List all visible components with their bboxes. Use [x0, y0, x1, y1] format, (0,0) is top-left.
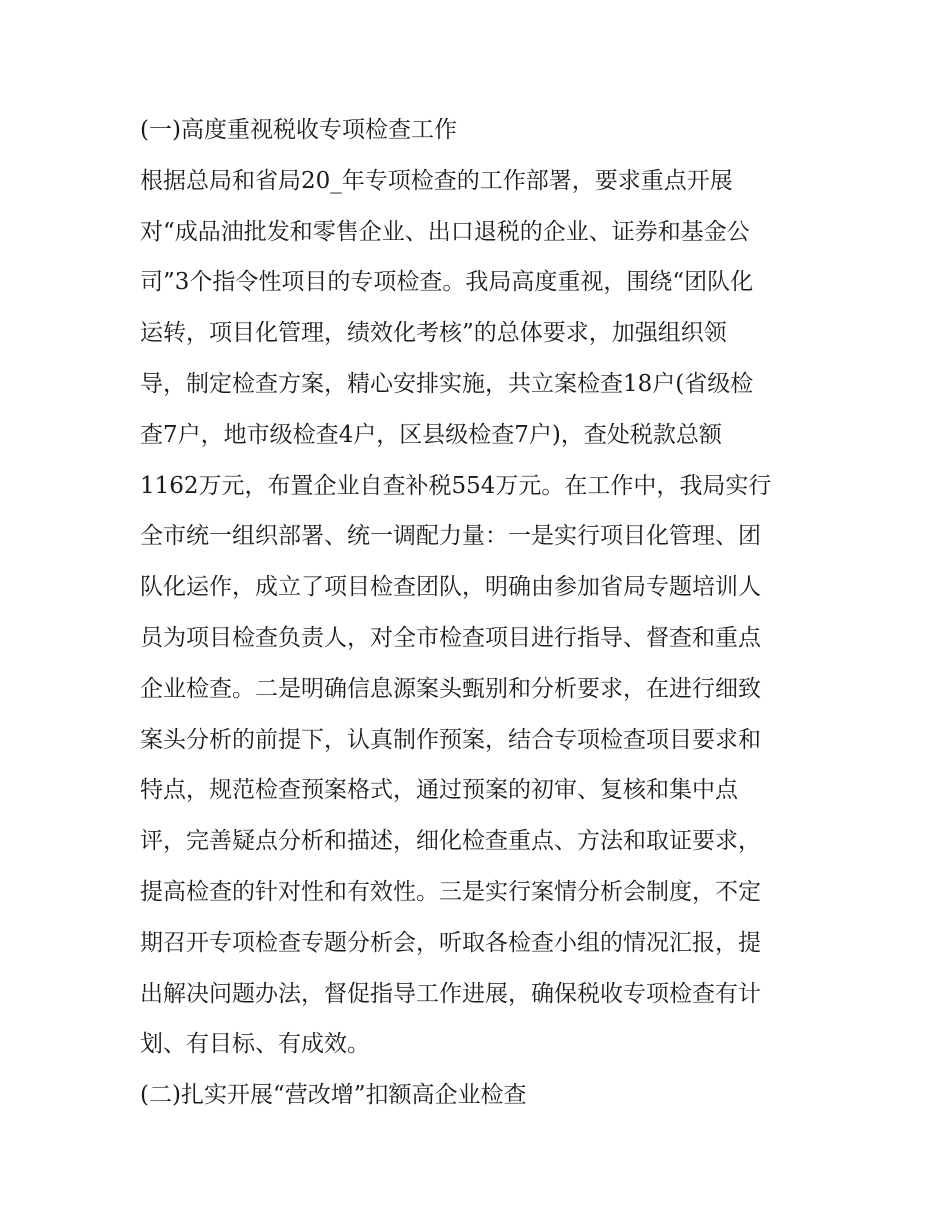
paragraph-line: 查7户，地市级检查4户，区县级检查7户)，查处税款总额	[140, 421, 722, 448]
section-heading-1: (一)高度重视税收专项检查工作	[140, 117, 457, 143]
body-paragraph	[140, 156, 820, 1070]
paragraph-line: 根据总局和省局20_年专项检查的工作部署，要求重点开展	[140, 167, 733, 194]
paragraph-line: 案头分析的前提下，认真制作预案，结合专项检查项目要求和	[140, 726, 761, 753]
paragraph-line: 特点，规范检查预案格式，通过预案的初审、复核和集中点	[140, 777, 738, 804]
paragraph-line: 队化运作，成立了项目检查团队，明确由参加省局专题培训人	[140, 574, 761, 601]
paragraph-line: 司”3个指令性项目的专项检查。我局高度重视，围绕“团队化	[140, 269, 754, 296]
paragraph-line: 全市统一组织部署、统一调配力量：一是实行项目化管理、团	[140, 523, 761, 550]
paragraph-line: 划、有目标、有成效。	[140, 1031, 370, 1058]
section-heading-2: (二)扎实开展“营改增”扣额高企业检查	[140, 1082, 527, 1109]
paragraph-line: 评，完善疑点分析和描述，细化检查重点、方法和取证要求，	[140, 828, 761, 855]
paragraph-line: 员为项目检查负责人，对全市检查项目进行指导、督查和重点	[140, 624, 761, 651]
paragraph-line: 运转，项目化管理，绩效化考核”的总体要求，加强组织领	[140, 320, 727, 347]
document-page	[140, 105, 820, 1121]
paragraph-line: 提高检查的针对性和有效性。三是实行案情分析会制度，不定	[140, 878, 761, 905]
paragraph-line: 企业检查。二是明确信息源案头甄别和分析要求，在进行细致	[140, 675, 761, 702]
paragraph-line: 出解决问题办法，督促指导工作进展，确保税收专项检查有计	[140, 980, 761, 1007]
paragraph-line: 对“成品油批发和零售企业、出口退税的企业、证券和基金公	[140, 218, 750, 245]
paragraph-line: 导，制定检查方案，精心安排实施，共立案检查18户(省级检	[140, 370, 754, 397]
paragraph-line: 期召开专项检查专题分析会，听取各检查小组的情况汇报，提	[140, 929, 761, 956]
paragraph-line: 1162万元，布置企业自查补税554万元。在工作中，我局实行	[140, 472, 772, 499]
